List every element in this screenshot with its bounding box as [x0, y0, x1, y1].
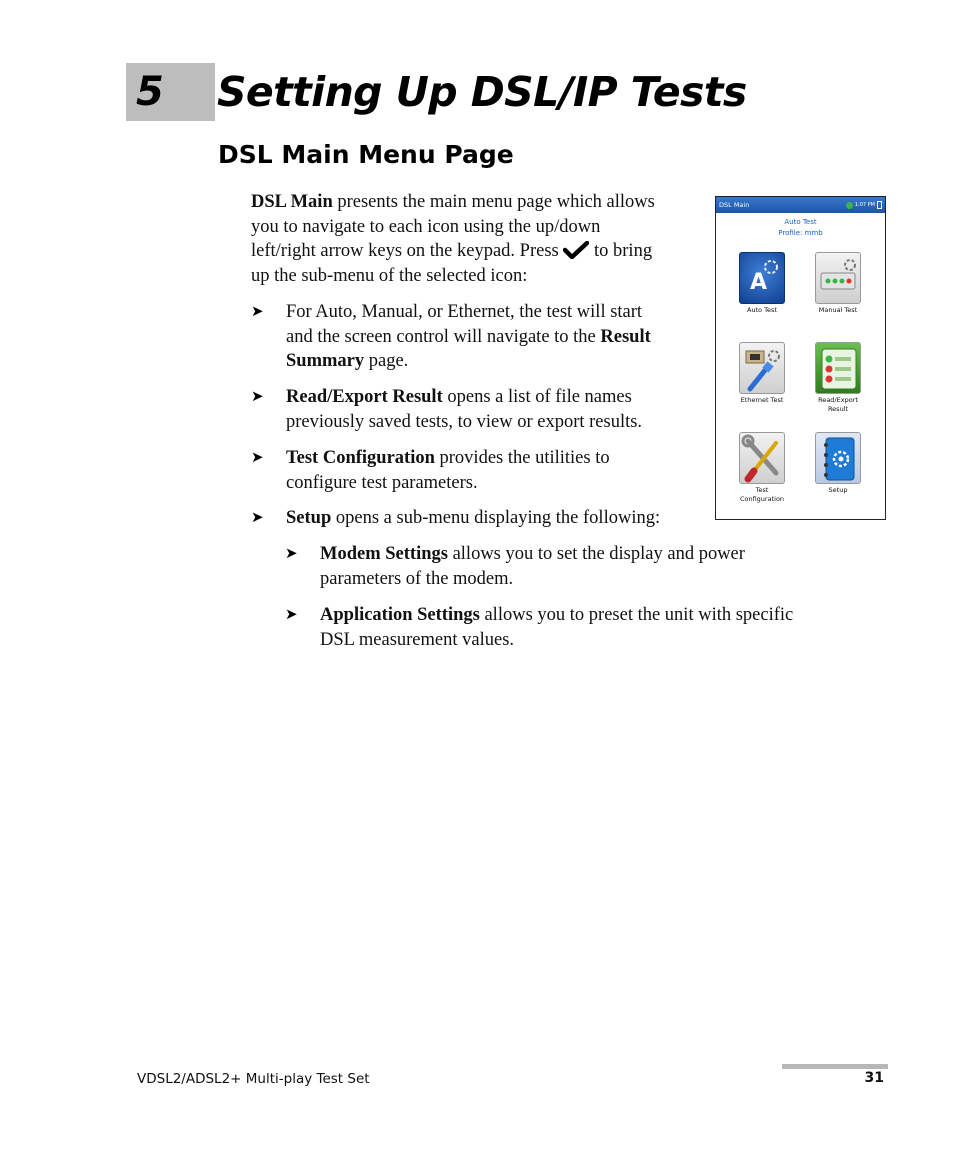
dsl-main-screenshot — [715, 196, 886, 520]
read-export-icon — [815, 342, 861, 394]
tile-label: Read/Export Result — [818, 396, 858, 413]
tile-label: Setup — [828, 486, 848, 494]
device-mode: Auto Test — [784, 218, 817, 226]
tile-test-configuration[interactable] — [738, 432, 786, 503]
connection-status-icon — [846, 202, 853, 209]
tile-label: Auto Test — [747, 306, 777, 314]
chapter-title: Setting Up DSL/IP Tests — [217, 68, 747, 116]
tile-label: Test Configuration — [739, 486, 785, 503]
tile-label: Manual Test — [818, 306, 858, 314]
manual-test-icon — [815, 252, 861, 304]
setup-icon — [815, 432, 861, 484]
ethernet-test-icon — [739, 342, 785, 394]
tile-auto-test[interactable] — [738, 252, 786, 315]
tile-label: Ethernet Test — [740, 396, 784, 404]
device-profile: Profile: mmb — [778, 229, 823, 237]
bullet-arrow-icon: ➤ — [251, 510, 264, 526]
footer-product-name: VDSL2/ADSL2+ Multi-play Test Set — [137, 1071, 370, 1087]
svg-text:A: A — [750, 270, 768, 295]
chapter-number-box — [126, 63, 215, 121]
footer-rule — [782, 1064, 888, 1069]
tile-setup[interactable] — [814, 432, 862, 495]
battery-icon — [877, 201, 882, 209]
tile-manual-test[interactable] — [814, 252, 862, 315]
device-clock: 1:07 PM — [854, 202, 875, 208]
auto-test-icon — [739, 252, 785, 304]
bullet-arrow-icon: ➤ — [251, 304, 264, 320]
tile-read-export-result[interactable] — [814, 342, 862, 413]
tile-ethernet-test[interactable] — [738, 342, 786, 405]
test-configuration-icon — [739, 432, 785, 484]
device-info — [716, 217, 885, 239]
intro-bold: DSL Main — [251, 192, 333, 212]
device-window-title: DSL Main — [719, 201, 750, 209]
intro-paragraph: DSL Main presents the main menu page which allows you to navigate to each icon using the up/down left/right arrow keys on the keypad. Press to bring up the sub-menu of the selected icon: — [251, 192, 655, 286]
page-number: 31 — [864, 1070, 884, 1086]
checkmark-icon — [563, 241, 589, 259]
bullet-arrow-icon: ➤ — [251, 450, 264, 466]
bullet-arrow-icon: ➤ — [285, 546, 298, 562]
device-title-bar — [716, 197, 885, 213]
bullet-arrow-icon: ➤ — [251, 389, 264, 405]
bullet-arrow-icon: ➤ — [285, 607, 298, 623]
section-title: DSL Main Menu Page — [218, 140, 514, 169]
chapter-number: 5 — [136, 69, 164, 115]
